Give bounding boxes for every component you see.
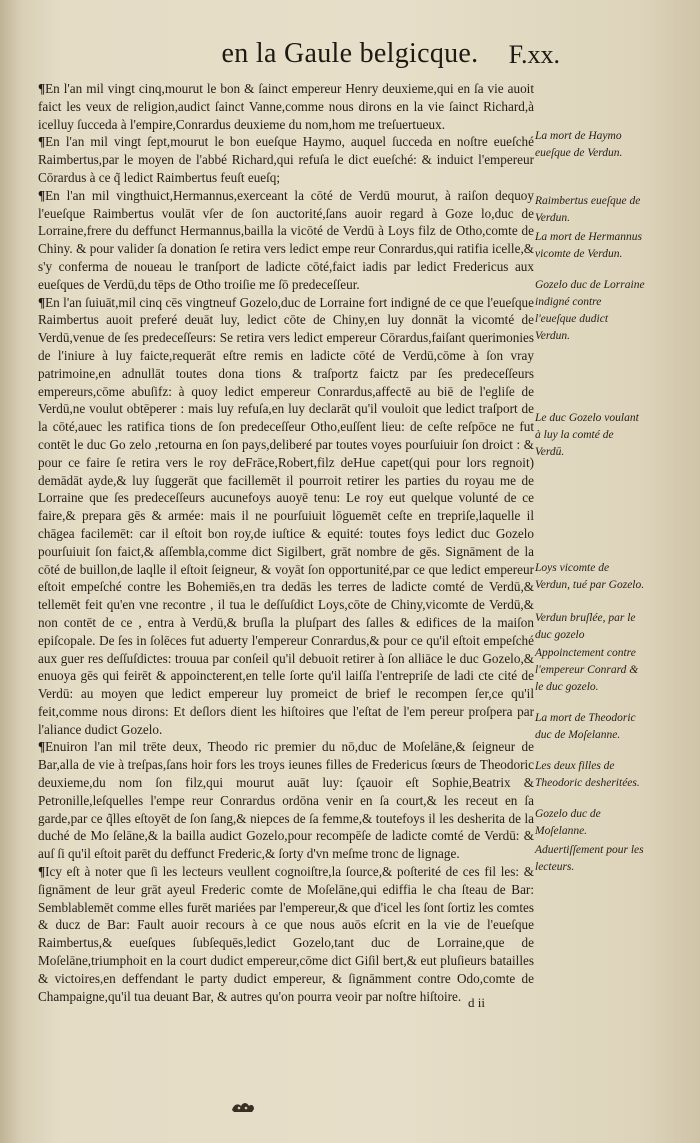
pilcrow-icon: ¶ [38,134,46,150]
margin-note: Loys vicomte de Verdun, tué par Gozelo. [535,562,645,591]
paragraph [38,738,534,863]
paragraph-text: En l'an ſuiuāt,mil cinq cēs vingtneuf Gozelo,duc de Lorraine fort indigné de ce que l'eueſque Raimbertus auoit preferé deuāt luy, ledict cōte de Chiny,en luy donnāt la vicomté de Verdū,venue de ſes predeceſſeurs: Se retira vers ledict empereur Cōrardus,faiſant querimonies de l'iniure à luy faicte,requerāt eſtre remis en ladicte cōté de Verdū,cōme à ſon vray patrimoine,en adnullāt toutes dona tions & traſportz faictz par ſes predeceſſeurs empereurs,cōme abuſifz: à quoy ledict empereur Conrardus,affectē au biē de l'egliſe de Verdū,ne voulut obtēperer : mais luy refuſa,en luy declarāt qu'il vouloit que ledict traſport de la cōté,auec les ratifica tions de ſon predeceſſeur Otho,euſſent lieu: de ceſte reſpōce ne fut contēt le duc Go zelo ,retourna en ſon pays,deliberé par toutes voyes pourſuiuir ſon droict : & pour ce faire ſe retira vers le roy deFrāce,Robert,filz deHue capet(qui pour lors regnoit) demādāt ayde,& luy ſuggerāt que facillemēt il pourroit retirer les parties du royau me de Lorraine que ſes predeceſſeurs aucunefoys auoyē tenu: Le roy eut quelque volunté de ce faire,& prepara gēs & armée: mais il ne pourſuiuit lōguemēt ceſte en trepriſe,laquelle il chāgea facilemēt: car il eſtoit bon roy,de iuſtice & equité: toutes foys ledict duc Gozelo pourſuiuit ſon faict,& aſſembla,comme dict Sigilbert, grāt nombre de gēs. Signāment de la cōté de buillon,de laqlle il eſtoit ſeigneur, & voyāt ſon opportunité,par ce que ledict empereur eſtoit empeſché contre les Bohemiēs,en tra dedās les terres de ladicte comté de Verdū,& tellemēt feit qu'en vne recontre , il tua le deſſuſdict Loys,cōte de Chiny,vicomte de Verdū,& non contēt de ce , entra à Verdū,& bruſla la pluſpart des ſalles & edifices de la maiſon epiſcopale. De ſes in ſolēces fut aduerty l'empereur Conrardus,& pour ce qu'il eſtoit empeſché aux guer res deſſuſdictes: trouua par conſeil qu'il debuoit retirer à ſon alliāce le duc Gozelo,& enuoya gēs qui feirēt & appoincterent,en telle ſorte qu'il laiſſa l'entrepriſe de ladi cte cité de Verdū: au moyen que ledict empereur luy promeict de brief le recompen ſer,ce qu'il feit,comme nous dirons: Et deſlors dient les hiſtoires que l'eſtat de l'em pereur proſpera par l'aliance dudict Gozelo. [38,294,534,737]
margin-note: Aduertiſſement pour les lecteurs. [535,844,644,873]
margin-note: La mort de Theodoric duc de Moſelanne. [535,712,636,741]
margin-note: Les deux filles de Theodoric desheritées. [535,760,640,789]
main-text-column [38,80,534,1005]
printer-ornament-icon [230,1100,256,1114]
paragraph [38,863,534,1005]
margin-note: Gozelo duc de Moſelanne. [535,808,601,837]
paragraph-text: En l'an mil vingt ſept,mourut le bon eueſque Haymo, auquel ſucceda en noſtre eueſché Raimbertus,par le moyen de l'abbé Richard,qui refuſa le dict eueſché: & induict l'empereur Cōrardus à ce q̃ ledict Raimbertus feuſt eueſq; [38,134,534,185]
margin-note: La mort de Haymo eueſque de Verdun. [535,130,623,159]
paragraph-text: Enuiron l'an mil trēte deux, Theodo ric premier du nō,duc de Moſelāne,& ſeigneur de Bar,alla de vie à treſpas,ſans hoir fors les troys ieunes filles de Fredericus ſœurs de Theodoric deuxieme,du nom ſon filz,qui mourut auāt luy: ſçauoir eſt Sophie,Beatrix & Petronille,leſquelles l'empe reur Conrardus ordōna venir en ſa court,& les receut en ſa garde,par ce q̃lles eſtoyēt de ſon ſang,& niepces de ſa femme,& toutefoys il les desherita de la duché de Mo ſelāne,& la bailla audict Gozelo,pour recompēſe de ladicte comté de Verdū: & auſ ſi qu'il eſtoit parēt du deffunct Frederic,& ſorty d'vn meſme tronc de lignage. [38,739,534,862]
paragraph [38,294,534,739]
margin-note: Gozelo duc de Lorraine indigné contre l'eueſque dudict Verdun. [535,279,645,342]
pilcrow-icon: ¶ [38,294,46,310]
pilcrow-icon: ¶ [38,739,46,755]
paragraph [38,187,534,294]
folio-number: F.xx. [508,40,560,69]
pilcrow-icon: ¶ [38,81,46,96]
margin-note: La mort de Hermannus vicomte de Verdun. [535,231,643,260]
pilcrow-icon: ¶ [38,187,46,203]
paragraph [38,133,534,186]
margin-note: Le duc Gozelo voulant à luy la comté de Verdū. [535,412,639,458]
margin-note: Raimbertus eueſque de Verdun. [535,195,641,224]
paragraph-text: En l'an mil vingthuict,Hermannus,exerceant la cōté de Verdū mourut, à raiſon dequoy l'eueſque Raimbertus voulāt vſer de ſon auctorité,ſans auoir regard à Goze lo,duc de Lorraine,frere du deffunct Hermannus,bailla la vicōté de Verdū à Loys filz de Otho,comte de Chiny. & pour valider ſa donation ſe retira vers ledict empe reur Conrardus,qui ratifia icelle,& s'y conferma de noueau le tranſport de ladicte cōté,faict iadis par ledict Fredericus aux eueſques de Verdū,du tēps de Otho troiſie me ſō predeceſſeur. [38,187,534,292]
margin-note: Appoinctement contre l'empereur Conrard & le duc gozelo. [535,647,639,693]
signature-mark: d ii [468,995,485,1010]
paragraph-text: Icy eſt à noter que ſi les lecteurs veullent cognoiſtre,la ſource,& poſterité de ces fil les: & ſignāment de leur grāt ayeul Frederic comte de Moſelāne,qui ediffia le cha ſteau de Bar: Semblablemēt comme elles furēt mariées par l'empereur,& que d'icel les ſont ſortiz les comtes & ducz de Bar: Fault auoir recours à ce que nous auōs eſcrit en la vie de l'eueſque Raimbertus,& eueſques ſubſequēs,ledict Gozelo,tant duc de Lorraine,que de Moſelāne,triumphoit en la court dudict empereur,cōme dict Giſil bert,& eut pluſieurs batailles & victoires,en deffendant le party dudict empereur, & ſignāmment contre Odo,comte de Champaigne,qu'il tua deuant Bar, & autres qu'on pourra veoir par noſtre hiſtoire. [38,864,534,1004]
running-head: en la Gaule belgicque. [221,38,479,69]
paragraph [38,80,534,133]
margin-note: Verdun bruſlée, par le duc gozelo [535,612,636,641]
paragraph-text: En l'an mil vingt cinq,mourut le bon & ſainct empereur Henry deuxieme,qui en ſa vie auoit faict les veux de religion,audict ſainct Vanne,comme nous dirons en la vie ſainct Richard,à icelluy ſucceda à l'empire,Conrardus deuxieme du nom,hom me treſuertueux. [38,81,534,132]
pilcrow-icon: ¶ [38,864,46,880]
